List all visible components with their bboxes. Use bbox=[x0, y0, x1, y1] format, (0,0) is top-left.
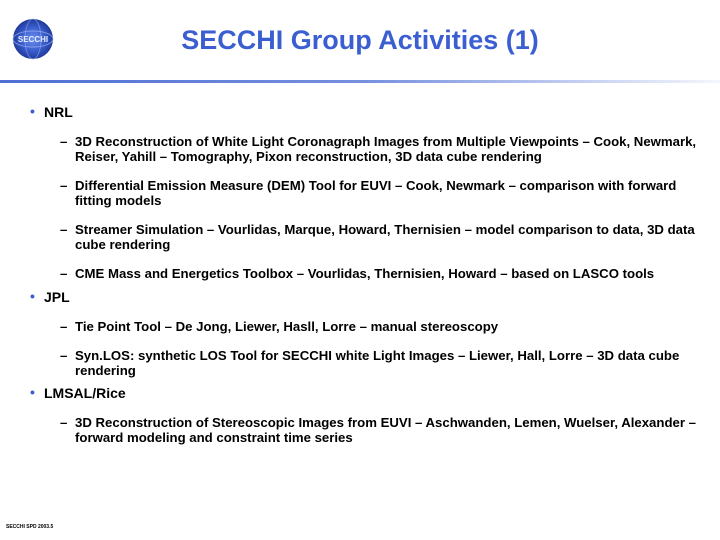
section-heading-label: NRL bbox=[44, 104, 73, 120]
list-item bbox=[28, 349, 698, 378]
bullet-icon: • bbox=[30, 384, 35, 400]
slide-content bbox=[28, 104, 698, 460]
section-heading bbox=[28, 104, 698, 120]
list-item-text: Differential Emission Measure (DEM) Tool for EUVI – Cook, Newmark – comparison with forward fitting models bbox=[75, 178, 677, 208]
page-title: SECCHI Group Activities (1) bbox=[181, 25, 539, 55]
dash-icon: – bbox=[60, 348, 68, 363]
dash-icon: – bbox=[60, 178, 68, 193]
list-item-text: Streamer Simulation – Vourlidas, Marque, Howard, Thernisien – model comparison to data, 3D data cube rendering bbox=[75, 222, 695, 252]
section-heading bbox=[28, 289, 698, 305]
dash-icon: – bbox=[60, 415, 68, 430]
list-item bbox=[28, 135, 698, 164]
dash-icon: – bbox=[60, 318, 68, 334]
section-lmsal-rice bbox=[28, 385, 698, 445]
section-nrl bbox=[28, 104, 698, 282]
list-item-text: 3D Reconstruction of Stereoscopic Images from EUVI – Aschwanden, Lemen, Wuelser, Alexander – forward modeling and constraint time series bbox=[75, 415, 696, 445]
list-item bbox=[28, 267, 698, 282]
list-item bbox=[28, 320, 698, 335]
dash-icon: – bbox=[60, 222, 68, 237]
section-jpl bbox=[28, 289, 698, 379]
list-item bbox=[28, 416, 698, 445]
list-item bbox=[28, 179, 698, 208]
section-heading bbox=[28, 385, 698, 401]
list-item-text: Tie Point Tool – De Jong, Liewer, Hasll, Lorre – manual stereoscopy bbox=[75, 318, 499, 334]
dash-icon: – bbox=[60, 134, 68, 149]
list-item-text: Syn.LOS: synthetic LOS Tool for SECCHI white Light Images – Liewer, Hall, Lorre – 3D data cube rendering bbox=[75, 348, 680, 378]
list-item bbox=[28, 223, 698, 252]
title-divider bbox=[0, 80, 720, 84]
section-heading-label: JPL bbox=[44, 288, 70, 305]
list-item-text: 3D Reconstruction of White Light Coronagraph Images from Multiple Viewpoints – Cook, Newmark, Reiser, Yahill – Tomography, Pixon reconstruction, 3D data cube rendering bbox=[75, 134, 697, 164]
bullet-icon: • bbox=[30, 287, 35, 304]
logo-text: SECCHI bbox=[17, 35, 49, 44]
section-heading-label: LMSAL/Rice bbox=[44, 385, 126, 401]
bullet-icon: • bbox=[30, 103, 35, 119]
list-item-text: CME Mass and Energetics Toolbox – Vourlidas, Thernisien, Howard – based on LASCO tools bbox=[75, 266, 655, 281]
footer-label: SECCHI SPD 2003.5 bbox=[6, 524, 54, 530]
dash-icon: – bbox=[60, 266, 68, 281]
